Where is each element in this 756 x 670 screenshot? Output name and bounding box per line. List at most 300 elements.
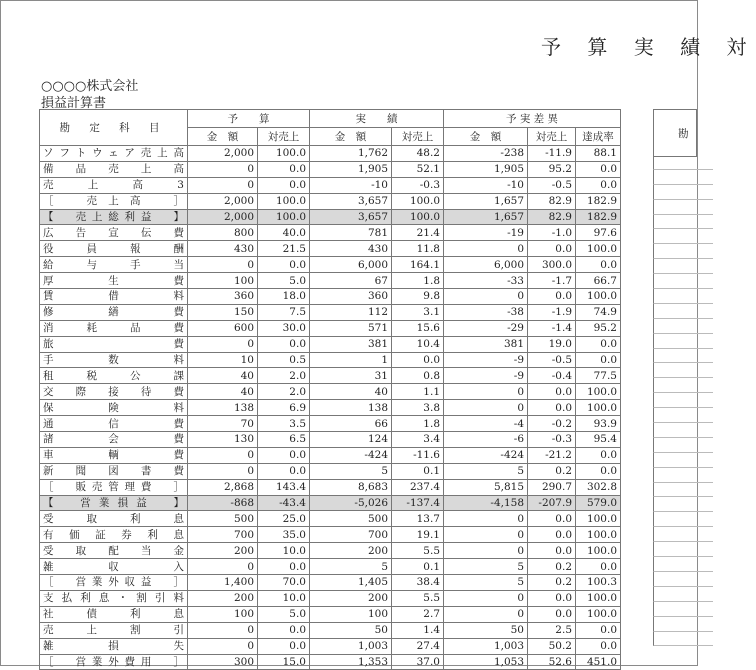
budget-ratio: 0.0: [258, 336, 310, 352]
budget-amount: 360: [188, 289, 258, 305]
variance-ratio: -0.5: [528, 352, 576, 368]
actual-amount: 381: [310, 336, 392, 352]
table-row: [40, 336, 621, 352]
budget-ratio: 0.5: [258, 352, 310, 368]
variance-amount: -9: [444, 368, 528, 384]
table-row: [40, 384, 621, 400]
achievement-rate: 100.0: [576, 590, 621, 606]
right-panel-row: [653, 185, 713, 200]
budget-ratio: 100.0: [258, 193, 310, 209]
table-row: [40, 273, 621, 289]
account-label: 備品売上高: [40, 161, 188, 177]
variance-ratio: 0.0: [528, 543, 576, 559]
table-row: [40, 209, 621, 225]
actual-amount: 1,353: [310, 654, 392, 670]
budget-amount: 40: [188, 368, 258, 384]
right-panel-row: [653, 587, 713, 602]
account-label: ［ 販売管理費 ］: [40, 479, 188, 495]
actual-ratio: 2.7: [392, 606, 444, 622]
statement-subtitle: 損益計算書: [41, 96, 107, 111]
achievement-rate: 97.6: [576, 225, 621, 241]
actual-ratio: 37.0: [392, 654, 444, 670]
variance-amount: 1,657: [444, 209, 528, 225]
budget-ratio: -43.4: [258, 495, 310, 511]
budget-ratio: 0.0: [258, 638, 310, 654]
budget-amount: 2,000: [188, 193, 258, 209]
actual-ratio: 3.8: [392, 400, 444, 416]
achievement-rate: 100.0: [576, 400, 621, 416]
variance-ratio: 0.0: [528, 527, 576, 543]
right-panel-row: [653, 393, 713, 408]
variance-ratio: -0.3: [528, 432, 576, 448]
variance-ratio: 0.0: [528, 384, 576, 400]
budget-amount: 700: [188, 527, 258, 543]
right-panel-row: [653, 602, 713, 617]
budget-ratio: 7.5: [258, 304, 310, 320]
variance-amount: 5: [444, 559, 528, 575]
budget-ratio: 35.0: [258, 527, 310, 543]
achievement-rate: 451.0: [576, 654, 621, 670]
achievement-rate: 100.0: [576, 289, 621, 305]
actual-amount: 3,657: [310, 209, 392, 225]
variance-ratio: 0.0: [528, 289, 576, 305]
variance-ratio: -11.9: [528, 146, 576, 162]
achievement-rate: 0.0: [576, 622, 621, 638]
right-panel-row: [653, 215, 713, 230]
variance-ratio: 0.2: [528, 575, 576, 591]
budget-amount: 300: [188, 654, 258, 670]
variance-amount: 5: [444, 463, 528, 479]
achievement-rate: 95.4: [576, 432, 621, 448]
table-row: [40, 289, 621, 305]
actual-amount: 430: [310, 241, 392, 257]
budget-ratio: 0.0: [258, 559, 310, 575]
header-variance-amount: 金 額: [444, 128, 528, 146]
actual-amount: 6,000: [310, 257, 392, 273]
actual-ratio: -0.3: [392, 177, 444, 193]
table-row: [40, 146, 621, 162]
variance-ratio: -207.9: [528, 495, 576, 511]
actual-ratio: 0.0: [392, 352, 444, 368]
header-budget: 予 算: [188, 110, 310, 128]
achievement-rate: 579.0: [576, 495, 621, 511]
header-achievement-rate: 達成率: [576, 128, 621, 146]
account-label: 給与手当: [40, 257, 188, 273]
actual-ratio: 0.8: [392, 368, 444, 384]
right-panel-row: [653, 423, 713, 438]
right-panel-row: [653, 200, 713, 215]
budget-ratio: 21.5: [258, 241, 310, 257]
variance-amount: 50: [444, 622, 528, 638]
budget-ratio: 15.0: [258, 654, 310, 670]
achievement-rate: 0.0: [576, 559, 621, 575]
actual-ratio: 100.0: [392, 209, 444, 225]
account-label: 諸会費: [40, 432, 188, 448]
variance-ratio: 50.2: [528, 638, 576, 654]
actual-amount: 200: [310, 590, 392, 606]
variance-amount: 0: [444, 400, 528, 416]
right-panel-row: [653, 304, 713, 319]
actual-amount: 40: [310, 384, 392, 400]
variance-ratio: 19.0: [528, 336, 576, 352]
actual-ratio: 0.1: [392, 559, 444, 575]
variance-amount: 0: [444, 606, 528, 622]
actual-amount: 8,683: [310, 479, 392, 495]
account-label: 新聞図書費: [40, 463, 188, 479]
variance-ratio: 82.9: [528, 209, 576, 225]
header-actual: 実 績: [310, 110, 444, 128]
variance-ratio: -0.5: [528, 177, 576, 193]
achievement-rate: 182.9: [576, 193, 621, 209]
budget-ratio: 5.0: [258, 606, 310, 622]
account-label: 社債利息: [40, 606, 188, 622]
variance-amount: 0: [444, 384, 528, 400]
actual-amount: 138: [310, 400, 392, 416]
account-label: 有価証券利息: [40, 527, 188, 543]
actual-amount: 500: [310, 511, 392, 527]
variance-amount: -33: [444, 273, 528, 289]
achievement-rate: 100.0: [576, 543, 621, 559]
table-row: [40, 193, 621, 209]
budget-amount: 2,000: [188, 209, 258, 225]
account-label: 売上高3: [40, 177, 188, 193]
budget-amount: 100: [188, 273, 258, 289]
account-label: 【 売上総利益 】: [40, 209, 188, 225]
actual-amount: 124: [310, 432, 392, 448]
budget-ratio: 18.0: [258, 289, 310, 305]
achievement-rate: 0.0: [576, 447, 621, 463]
variance-amount: 0: [444, 511, 528, 527]
table-row: [40, 543, 621, 559]
right-panel-row: [653, 229, 713, 244]
variance-amount: 5,815: [444, 479, 528, 495]
table-row: [40, 447, 621, 463]
variance-amount: -10: [444, 177, 528, 193]
actual-amount: 571: [310, 320, 392, 336]
actual-amount: 1,762: [310, 146, 392, 162]
variance-amount: -19: [444, 225, 528, 241]
table-row: [40, 161, 621, 177]
variance-amount: 381: [444, 336, 528, 352]
achievement-rate: 100.0: [576, 606, 621, 622]
budget-amount: 800: [188, 225, 258, 241]
table-row: [40, 257, 621, 273]
budget-amount: 600: [188, 320, 258, 336]
actual-amount: 3,657: [310, 193, 392, 209]
achievement-rate: 100.0: [576, 511, 621, 527]
actual-ratio: 15.6: [392, 320, 444, 336]
account-label: 消耗品費: [40, 320, 188, 336]
actual-ratio: 3.1: [392, 304, 444, 320]
budget-amount: 0: [188, 463, 258, 479]
achievement-rate: 0.0: [576, 463, 621, 479]
achievement-rate: 88.1: [576, 146, 621, 162]
table-row: [40, 177, 621, 193]
budget-ratio: 0.0: [258, 257, 310, 273]
account-label: ［ 営業外費用 ］: [40, 654, 188, 670]
variance-amount: -4: [444, 416, 528, 432]
variance-ratio: 0.0: [528, 590, 576, 606]
document-title: 予 算 実 績 対: [541, 35, 756, 59]
actual-amount: 112: [310, 304, 392, 320]
right-panel-row: [653, 155, 713, 170]
variance-ratio: 0.0: [528, 606, 576, 622]
budget-amount: 2,000: [188, 146, 258, 162]
budget-amount: 0: [188, 559, 258, 575]
variance-ratio: -0.4: [528, 368, 576, 384]
budget-amount: 138: [188, 400, 258, 416]
budget-amount: 70: [188, 416, 258, 432]
right-panel-row: [653, 468, 713, 483]
budget-amount: 430: [188, 241, 258, 257]
actual-ratio: 27.4: [392, 638, 444, 654]
variance-ratio: 290.7: [528, 479, 576, 495]
actual-ratio: 5.5: [392, 590, 444, 606]
actual-amount: 1,405: [310, 575, 392, 591]
variance-amount: 1,053: [444, 654, 528, 670]
table-row: [40, 606, 621, 622]
right-panel-row: [653, 483, 713, 498]
actual-amount: 781: [310, 225, 392, 241]
variance-ratio: 300.0: [528, 257, 576, 273]
achievement-rate: 66.7: [576, 273, 621, 289]
right-panel-row: [653, 438, 713, 453]
variance-ratio: -1.7: [528, 273, 576, 289]
table-row: [40, 622, 621, 638]
actual-ratio: 164.1: [392, 257, 444, 273]
achievement-rate: 95.2: [576, 320, 621, 336]
actual-ratio: 3.4: [392, 432, 444, 448]
right-panel-row: [653, 274, 713, 289]
variance-ratio: 82.9: [528, 193, 576, 209]
table-row: [40, 320, 621, 336]
actual-ratio: -137.4: [392, 495, 444, 511]
achievement-rate: 100.0: [576, 384, 621, 400]
budget-amount: 0: [188, 177, 258, 193]
account-label: 【 営業損益 】: [40, 495, 188, 511]
variance-amount: -6: [444, 432, 528, 448]
actual-ratio: 52.1: [392, 161, 444, 177]
budget-amount: 200: [188, 590, 258, 606]
variance-amount: -29: [444, 320, 528, 336]
achievement-rate: 93.9: [576, 416, 621, 432]
achievement-rate: 0.0: [576, 161, 621, 177]
account-label: 広告宣伝費: [40, 225, 188, 241]
actual-ratio: -11.6: [392, 447, 444, 463]
budget-amount: -868: [188, 495, 258, 511]
budget-ratio: 5.0: [258, 273, 310, 289]
account-label: 売上割引: [40, 622, 188, 638]
account-label: 雑損失: [40, 638, 188, 654]
account-label: 厚生費: [40, 273, 188, 289]
actual-ratio: 237.4: [392, 479, 444, 495]
header-variance-ratio: 対売上: [528, 128, 576, 146]
achievement-rate: 182.9: [576, 209, 621, 225]
achievement-rate: 100.0: [576, 241, 621, 257]
actual-ratio: 48.2: [392, 146, 444, 162]
budget-ratio: 143.4: [258, 479, 310, 495]
table-row: [40, 304, 621, 320]
budget-ratio: 40.0: [258, 225, 310, 241]
variance-ratio: -1.4: [528, 320, 576, 336]
right-panel-row: [653, 542, 713, 557]
variance-amount: -9: [444, 352, 528, 368]
actual-ratio: 0.1: [392, 463, 444, 479]
budget-amount: 0: [188, 638, 258, 654]
account-label: 交際接待費: [40, 384, 188, 400]
variance-amount: 0: [444, 543, 528, 559]
variance-ratio: 95.2: [528, 161, 576, 177]
budget-ratio: 70.0: [258, 575, 310, 591]
table-row: [40, 638, 621, 654]
account-label: 受取利息: [40, 511, 188, 527]
account-label: ［ 営業外収益 ］: [40, 575, 188, 591]
table-row: [40, 559, 621, 575]
budget-amount: 500: [188, 511, 258, 527]
company-name: ○○○○株式会社: [41, 79, 139, 94]
table-row: [40, 479, 621, 495]
account-label: 旅 費: [40, 336, 188, 352]
budget-amount: 150: [188, 304, 258, 320]
right-panel-row: [653, 572, 713, 587]
achievement-rate: 0.0: [576, 257, 621, 273]
actual-amount: 31: [310, 368, 392, 384]
account-label: 雑収入: [40, 559, 188, 575]
right-panel-rows: [653, 155, 713, 646]
right-panel-row: [653, 617, 713, 632]
budget-ratio: 6.9: [258, 400, 310, 416]
budget-amount: 40: [188, 384, 258, 400]
budget-ratio: 3.5: [258, 416, 310, 432]
right-panel-account-header: 勘: [654, 110, 697, 157]
actual-ratio: 5.5: [392, 543, 444, 559]
budget-ratio: 6.5: [258, 432, 310, 448]
table-row: [40, 654, 621, 670]
actual-amount: 200: [310, 543, 392, 559]
header-variance: 予 実 差 異: [444, 110, 621, 128]
variance-ratio: 0.0: [528, 241, 576, 257]
variance-amount: 0: [444, 241, 528, 257]
right-panel-row: [653, 557, 713, 572]
variance-ratio: -1.0: [528, 225, 576, 241]
achievement-rate: 0.0: [576, 336, 621, 352]
account-label: 保険料: [40, 400, 188, 416]
budget-amount: 10: [188, 352, 258, 368]
variance-ratio: 52.6: [528, 654, 576, 670]
right-panel-row: [653, 363, 713, 378]
table-row: [40, 416, 621, 432]
account-label: 役員報酬: [40, 241, 188, 257]
table-row: [40, 368, 621, 384]
actual-ratio: 1.4: [392, 622, 444, 638]
table-row: [40, 463, 621, 479]
budget-ratio: 2.0: [258, 368, 310, 384]
achievement-rate: 0.0: [576, 638, 621, 654]
budget-amount: 0: [188, 447, 258, 463]
table-body: [40, 146, 621, 670]
budget-ratio: 0.0: [258, 463, 310, 479]
budget-amount: 0: [188, 161, 258, 177]
account-label: ［ 売上高 ］: [40, 193, 188, 209]
actual-amount: 700: [310, 527, 392, 543]
variance-ratio: -21.2: [528, 447, 576, 463]
account-label: 受取配当金: [40, 543, 188, 559]
budget-amount: 100: [188, 606, 258, 622]
budget-ratio: 0.0: [258, 177, 310, 193]
actual-amount: 1,905: [310, 161, 392, 177]
achievement-rate: 77.5: [576, 368, 621, 384]
budget-ratio: 10.0: [258, 543, 310, 559]
right-panel-row: [653, 319, 713, 334]
actual-amount: 1: [310, 352, 392, 368]
actual-ratio: 19.1: [392, 527, 444, 543]
actual-amount: 67: [310, 273, 392, 289]
table-row: [40, 511, 621, 527]
achievement-rate: 100.3: [576, 575, 621, 591]
variance-ratio: 0.2: [528, 463, 576, 479]
achievement-rate: 74.9: [576, 304, 621, 320]
actual-amount: -5,026: [310, 495, 392, 511]
achievement-rate: 0.0: [576, 177, 621, 193]
budget-ratio: 0.0: [258, 161, 310, 177]
table-row: [40, 527, 621, 543]
variance-amount: 1,003: [444, 638, 528, 654]
variance-ratio: 0.2: [528, 559, 576, 575]
variance-ratio: 0.0: [528, 400, 576, 416]
right-panel-row: [653, 244, 713, 259]
actual-amount: 50: [310, 622, 392, 638]
actual-ratio: 100.0: [392, 193, 444, 209]
variance-amount: -424: [444, 447, 528, 463]
budget-ratio: 30.0: [258, 320, 310, 336]
right-panel-row: [653, 349, 713, 364]
actual-ratio: 10.4: [392, 336, 444, 352]
table-row: [40, 590, 621, 606]
budget-actual-table: [39, 109, 621, 670]
budget-ratio: 0.0: [258, 447, 310, 463]
variance-amount: 1,657: [444, 193, 528, 209]
variance-ratio: 2.5: [528, 622, 576, 638]
variance-amount: 0: [444, 590, 528, 606]
table-row: [40, 575, 621, 591]
achievement-rate: 0.0: [576, 352, 621, 368]
budget-ratio: 2.0: [258, 384, 310, 400]
account-label: ソフトウェア売上高: [40, 146, 188, 162]
budget-amount: 1,400: [188, 575, 258, 591]
variance-amount: 0: [444, 527, 528, 543]
variance-amount: 0: [444, 289, 528, 305]
budget-amount: 0: [188, 622, 258, 638]
account-label: 通信費: [40, 416, 188, 432]
budget-ratio: 100.0: [258, 209, 310, 225]
right-panel-row: [653, 527, 713, 542]
account-label: 修繕費: [40, 304, 188, 320]
header-actual-amount: 金 額: [310, 128, 392, 146]
actual-amount: 1,003: [310, 638, 392, 654]
right-panel-row: [653, 512, 713, 527]
header-account: 勘 定 科 目: [40, 110, 188, 146]
variance-amount: -38: [444, 304, 528, 320]
actual-ratio: 11.8: [392, 241, 444, 257]
right-panel-row: [653, 632, 713, 647]
budget-amount: 0: [188, 336, 258, 352]
table-row: [40, 352, 621, 368]
variance-amount: 6,000: [444, 257, 528, 273]
variance-amount: 5: [444, 575, 528, 591]
account-label: 支払利息・割引料: [40, 590, 188, 606]
actual-amount: 360: [310, 289, 392, 305]
table-row: [40, 241, 621, 257]
